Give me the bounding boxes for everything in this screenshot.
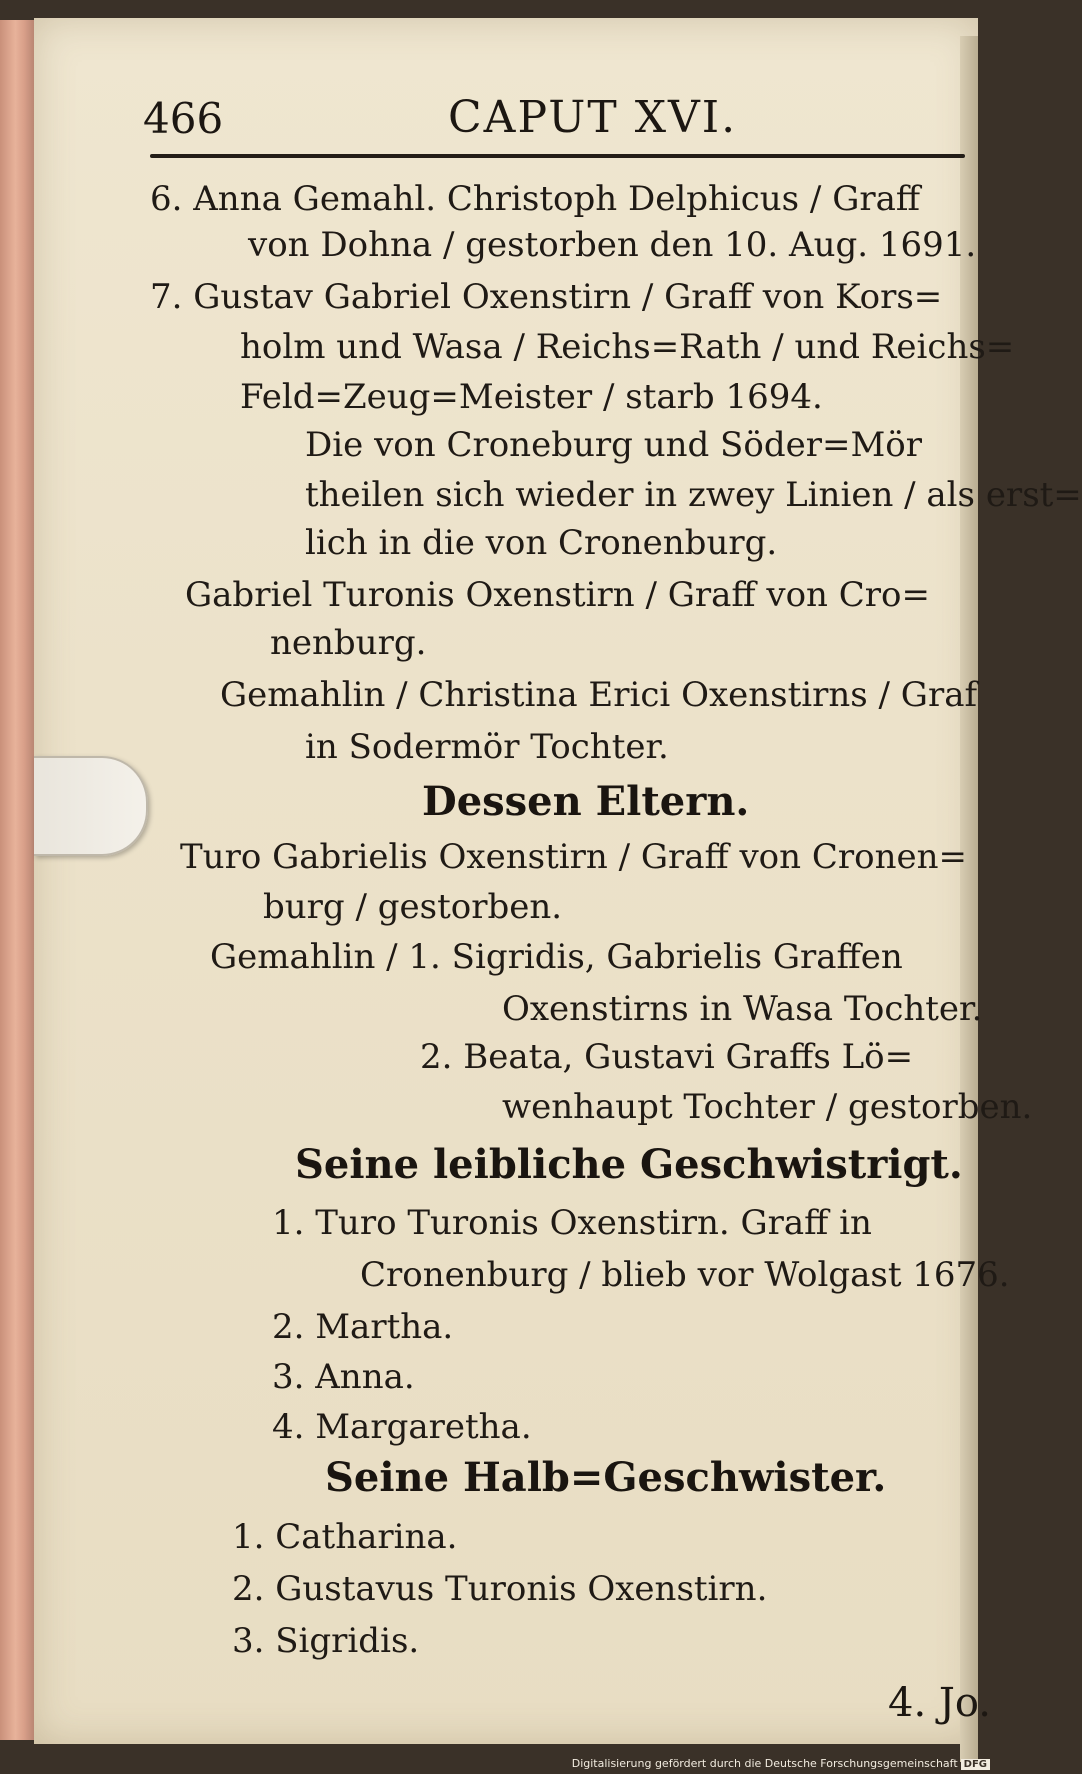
text-line: 3. Anna. [272, 1357, 415, 1397]
text-line: 2. Martha. [272, 1307, 454, 1347]
text-line: von Dohna / gestorben den 10. Aug. 1691. [248, 225, 977, 265]
page-edge-shadow [960, 36, 978, 1762]
digitization-credit [572, 1757, 990, 1770]
text-line: holm und Wasa / Reichs=Rath / und Reichs= [240, 327, 1015, 367]
dfg-logo: DFG [961, 1759, 990, 1770]
text-line: wenhaupt Tochter / gestorben. [502, 1087, 1033, 1127]
text-line: 6. Anna Gemahl. Christoph Delphicus / Graff [150, 179, 921, 219]
text-line: 2. Beata, Gustavi Graffs Lö= [420, 1037, 914, 1077]
page-clip-tab [34, 756, 148, 856]
page-header [143, 88, 963, 148]
section-heading: Seine leibliche Geschwistrigt. [295, 1141, 963, 1188]
text-line: 4. Margaretha. [272, 1407, 532, 1447]
section-heading: Seine Halb=Geschwister. [325, 1454, 887, 1501]
text-line: 7. Gustav Gabriel Oxenstirn / Graff von Kors= [150, 277, 943, 317]
text-line: Turo Gabrielis Oxenstirn / Graff von Cronen= [180, 837, 967, 877]
credit-text: Digitalisierung gefördert durch die Deutsche Forschungsgemeinschaft [571, 1757, 958, 1770]
text-line: 2. Gustavus Turonis Oxenstirn. [232, 1569, 768, 1609]
text-line: 3. Sigridis. [232, 1621, 420, 1661]
text-line: Gemahlin / Christina Erici Oxenstirns / Graf [220, 675, 978, 715]
text-line: in Sodermör Tochter. [305, 727, 669, 767]
text-line: nenburg. [270, 623, 427, 663]
catchword: 4. Jo. [888, 1680, 992, 1726]
book-spine-edge [0, 20, 35, 1740]
text-line: Die von Croneburg und Söder=Mör [305, 425, 922, 465]
text-line: Gabriel Turonis Oxenstirn / Graff von Cro= [185, 575, 930, 615]
text-line: theilen sich wieder in zwey Linien / als erst= [305, 475, 1082, 515]
text-line: Cronenburg / blieb vor Wolgast 1676. [360, 1255, 1010, 1295]
text-line: Feld=Zeug=Meister / starb 1694. [240, 377, 823, 417]
text-line: 1. Turo Turonis Oxenstirn. Graff in [272, 1203, 872, 1243]
text-line: Oxenstirns in Wasa Tochter. [502, 989, 983, 1029]
header-rule [150, 154, 965, 158]
text-line: burg / gestorben. [263, 887, 563, 927]
text-line: Gemahlin / 1. Sigridis, Gabrielis Graffen [210, 937, 903, 977]
section-heading: Dessen Eltern. [422, 778, 750, 825]
running-title: CAPUT XVI. [448, 92, 738, 143]
page-number: 466 [143, 94, 224, 143]
text-line: lich in die von Cronenburg. [305, 523, 778, 563]
text-line: 1. Catharina. [232, 1517, 458, 1557]
